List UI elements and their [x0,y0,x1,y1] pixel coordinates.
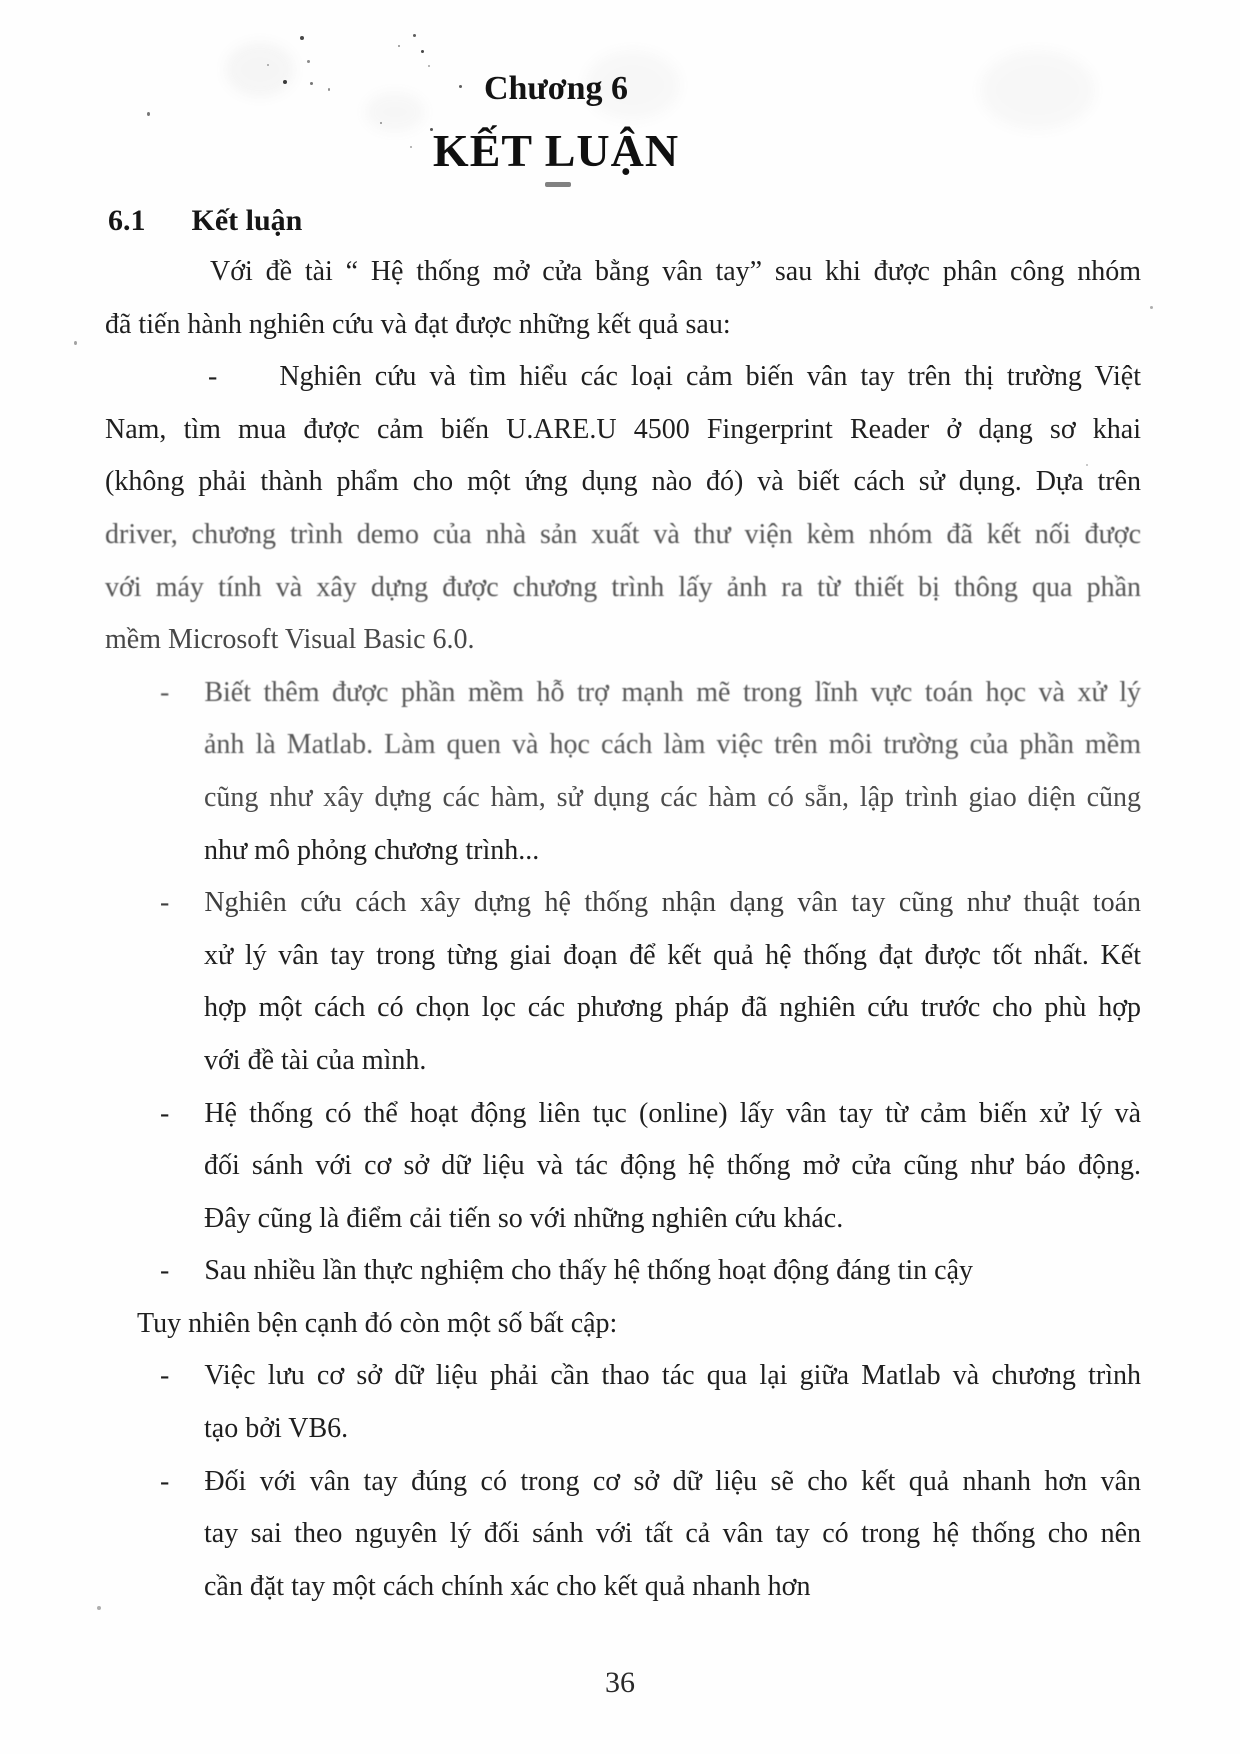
bullet-dash: - [160,1097,170,1129]
chapter-title: KẾT LUẬN [432,125,680,176]
noise-speck [300,36,304,40]
result-2 [105,667,1141,877]
noise-speck [97,1606,101,1610]
bullet-dash: - [160,676,170,708]
text-line: hợp một cách có chọn lọc các phương pháp đã nghiên cứu trước cho phù hợp [204,992,1141,1024]
bullet-dash: - [160,887,170,919]
text-line: - Sau nhiều lần thực nghiệm cho thấy hệ thống hoạt động đáng tin cậy [160,1255,974,1287]
text-line: với đề tài của mình. [204,1044,427,1076]
result-5 [105,1245,1141,1298]
text-line: đối sánh với cơ sở dữ liệu và tác động hệ thống mở cửa cũng như báo động. [204,1150,1141,1182]
bullet-dash: - [160,1255,170,1287]
body-paragraphs [105,246,1141,1613]
text-line: cũng như xây dựng các hàm, sử dụng các hàm có sẵn, lập trình giao diện cũng [204,781,1141,813]
text-line: (không phải thành phẩm cho một ứng dụng nào đó) và biết cách sử dụng. Dựa trên [105,466,1141,498]
section-title: Kết luận [191,204,303,237]
result-1 [105,351,1141,667]
noise-speck [1150,306,1153,309]
text-line: đã tiến hành nghiên cứu và đạt được những kết quả sau: [105,308,731,340]
text-line: - Biết thêm được phần mềm hỗ trợ mạnh mẽ trong lĩnh vực toán học và xử lý [160,676,1141,708]
transition [137,1298,1141,1351]
text-line: - Hệ thống có thể hoạt động liên tục (online) lấy vân tay từ cảm biến xử lý và [160,1097,1141,1129]
text-line: Với đề tài “ Hệ thống mở cửa bằng vân tay” sau khi được phân công nhóm [210,256,1141,287]
bullet-dash: - [208,361,218,393]
text-line: - Đối với vân tay đúng có trong cơ sở dữ liệu sẽ cho kết quả nhanh hơn vân [160,1465,1141,1497]
result-3 [105,877,1141,1087]
text-line: ảnh là Matlab. Làm quen và học cách làm việc trên môi trường của phần mềm [204,729,1141,761]
text-line: tay sai theo nguyên lý đối sánh với tất cả vân tay có trong hệ thống cho nên [204,1518,1141,1550]
text-line: - Nghiên cứu và tìm hiểu các loại cảm biến vân tay trên thị trường Việt [208,361,1141,393]
noise-speck [398,45,400,47]
text-line: cần đặt tay một cách chính xác cho kết quả nhanh hơn [204,1570,811,1602]
text-line: với máy tính và xây dựng được chương trình lấy ảnh ra từ thiết bị thông qua phần [105,571,1141,603]
text-line: - Việc lưu cơ sở dữ liệu phải cần thao tác qua lại giữa Matlab và chương trình [160,1360,1141,1392]
text-line: driver, chương trình demo của nhà sản xuất và thư viện kèm nhóm đã kết nối được [105,518,1141,550]
page-number: 36 [605,1666,635,1699]
issue-1 [105,1350,1141,1455]
text-line: tạo bởi VB6. [204,1413,349,1445]
section-number: 6.1 [108,204,146,237]
text-line: Đây cũng là điểm cải tiến so với những nghiên cứu khác. [204,1202,844,1234]
text-line: như mô phỏng chương trình... [204,834,540,866]
text-line: Tuy nhiên bện cạnh đó còn một số bất cập: [137,1307,618,1339]
noise-speck [307,60,310,63]
text-line: - Nghiên cứu cách xây dựng hệ thống nhận dạng vân tay cũng như thuật toán [160,887,1141,919]
bullet-dash: - [160,1465,170,1497]
section-heading [108,204,302,238]
bullet-dash: - [160,1360,170,1392]
text-line: Nam, tìm mua được cảm biến U.ARE.U 4500 Fingerprint Reader ở dạng sơ khai [105,413,1141,445]
text-line: mềm Microsoft Visual Basic 6.0. [105,624,475,656]
noise-speck [267,64,269,66]
noise-speck [428,65,430,67]
result-4 [105,1088,1141,1246]
issue-2 [105,1456,1141,1614]
noise-speck [545,182,571,187]
noise-speck [147,112,150,116]
chapter-label: Chương 6 [483,70,629,107]
noise-speck [74,341,77,345]
noise-speck [421,50,424,53]
text-line: xử lý vân tay trong từng giai đoạn để kết quả hệ thống đạt được tốt nhất. Kết [204,939,1141,971]
noise-speck [413,34,416,37]
intro-paragraph [105,246,1141,351]
